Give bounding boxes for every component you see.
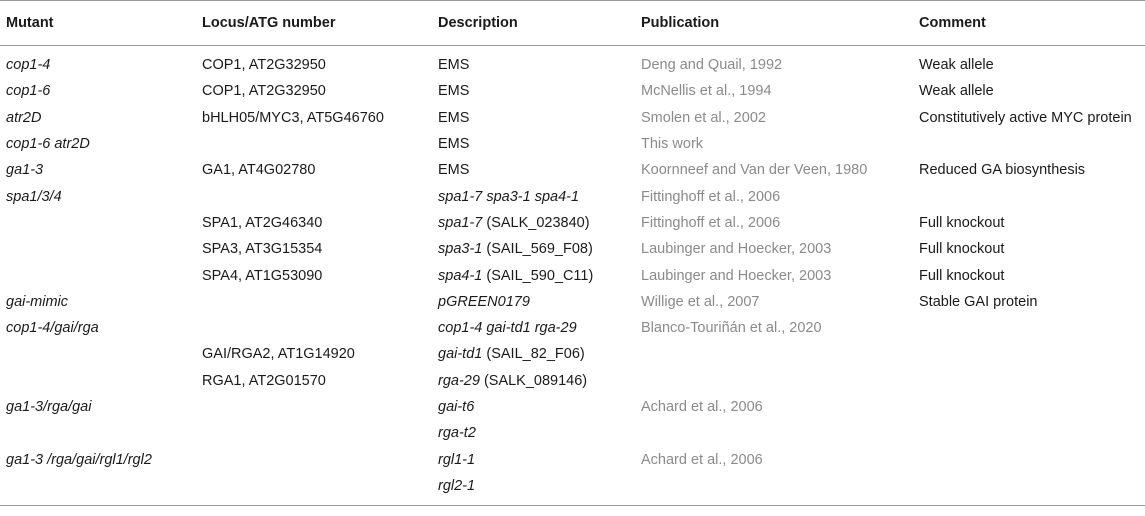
cell-mutant [0,473,196,506]
cell-comment [913,341,1145,367]
cell-comment: Reduced GA biosynthesis [919,162,1086,179]
table-row [0,105,1145,131]
description-italic: gai-td1 [438,346,483,363]
cell-publication: Laubinger and Hoecker, 2003 [641,267,832,284]
cell-publication: Fittinghoff et al., 2006 [641,188,781,205]
description-italic: cop1-4 gai-td1 rga-29 [438,320,577,337]
header-locus: Locus/ATG number [196,1,432,46]
table-row [0,262,1145,288]
cell-publication: Koornneef and Van der Veen, 1980 [641,162,868,179]
description-text: EMS [438,162,470,179]
cell-mutant: gai-mimic [6,293,69,310]
description-italic: spa1-7 [438,214,483,231]
table-body [0,46,1145,506]
cell-description [432,473,635,506]
cell-locus: SPA3, AT3G15354 [202,241,323,258]
cell-description [432,315,635,341]
table-row [0,289,1145,315]
cell-mutant: atr2D [6,109,42,126]
cell-description [432,157,635,183]
cell-description [432,131,635,157]
description-text: (SALK_023840) [482,214,590,231]
table-row [0,341,1145,367]
table-row [0,46,1145,79]
cell-mutant: cop1-4 [6,57,51,74]
cell-locus [196,289,432,315]
description-italic: rga-t2 [438,425,476,442]
description-italic: gai-t6 [438,399,475,415]
cell-description [432,78,635,104]
cell-publication: Laubinger and Hoecker, 2003 [641,241,832,258]
description-italic: spa4-1 [438,267,483,284]
table-row [0,368,1145,394]
cell-comment [913,315,1145,341]
cell-comment [913,368,1145,394]
cell-description [432,46,635,79]
cell-publication: Willige et al., 2007 [641,293,760,310]
cell-locus [196,446,432,472]
cell-publication: Smolen et al., 2002 [641,109,766,126]
table-row [0,78,1145,104]
description-italic: pGREEN0179 [438,293,530,310]
cell-comment: Full knockout [919,241,1005,258]
cell-comment [913,420,1145,446]
cell-mutant: ga1-3 [6,162,44,179]
cell-description [432,262,635,288]
cell-comment [913,131,1145,157]
cell-locus: bHLH05/MYC3, AT5G46760 [202,109,384,126]
cell-mutant [0,262,196,288]
description-text: EMS [438,136,470,153]
cell-publication: This work [641,136,704,153]
cell-locus: GAI/RGA2, AT1G14920 [202,346,355,363]
cell-locus [196,394,432,420]
description-italic: rgl1-1 [438,451,476,468]
cell-comment: Weak allele [919,57,994,74]
cell-comment [913,183,1145,209]
cell-locus: SPA4, AT1G53090 [202,267,323,284]
description-text: EMS [438,109,470,126]
table-row [0,131,1145,157]
description-text: (SAIL_569_F08) [482,241,593,258]
cell-publication [635,473,913,506]
cell-mutant [0,341,196,367]
description-text: (SAIL_590_C11) [482,267,594,284]
cell-mutant: cop1-4/gai/rga [6,320,99,337]
cell-locus [196,420,432,446]
cell-mutant: ga1-3/rga/gai [6,399,92,415]
table-row [0,183,1145,209]
cell-description [432,289,635,315]
description-italic: spa1-7 spa3-1 spa4-1 [438,188,580,205]
cell-publication: McNellis et al., 1994 [641,83,772,100]
table-row [0,394,1145,420]
cell-mutant [0,420,196,446]
table-row [0,446,1145,472]
cell-locus: RGA1, AT2G01570 [202,372,326,389]
cell-description [432,394,635,420]
cell-comment: Weak allele [919,83,994,100]
cell-description [432,210,635,236]
cell-mutant [0,236,196,262]
cell-mutant: cop1-6 [6,83,51,100]
description-italic: rga-29 [438,372,480,389]
cell-comment: Full knockout [919,214,1005,231]
header-comment: Comment [913,1,1145,46]
description-text: (SALK_089146) [479,372,588,389]
description-italic: rgl2-1 [438,477,476,494]
cell-publication: Fittinghoff et al., 2006 [641,214,781,231]
cell-comment [913,394,1145,420]
cell-description [432,446,635,472]
table-header-row [0,1,1145,46]
cell-comment [913,446,1145,472]
table-row [0,236,1145,262]
table-row [0,157,1145,183]
cell-comment [913,473,1145,506]
cell-description [432,420,635,446]
cell-mutant [0,210,196,236]
cell-publication: Achard et al., 2006 [641,451,763,468]
cell-description [432,368,635,394]
cell-publication [635,420,913,446]
cell-publication: Blanco-Touriñán et al., 2020 [641,320,822,337]
cell-description [432,236,635,262]
table-row [0,210,1145,236]
description-text: (SAIL_82_F06) [482,346,585,363]
cell-mutant: ga1-3 /rga/gai/rgl1/rgl2 [6,451,152,468]
cell-publication [635,341,913,367]
cell-mutant [0,368,196,394]
cell-publication [635,368,913,394]
cell-mutant: spa1/3/4 [6,188,62,205]
table-row [0,473,1145,506]
cell-publication: Achard et al., 2006 [641,399,763,415]
cell-locus: COP1, AT2G32950 [202,83,326,100]
cell-description [432,341,635,367]
cell-locus [196,131,432,157]
header-description: Description [432,1,635,46]
cell-comment: Constitutively active MYC protein [919,109,1132,126]
cell-description [432,105,635,131]
description-text: EMS [438,83,470,100]
cell-comment: Stable GAI protein [919,293,1038,310]
cell-locus: SPA1, AT2G46340 [202,214,323,231]
header-publication: Publication [635,1,913,46]
table-row [0,315,1145,341]
cell-mutant: cop1-6 atr2D [6,136,90,153]
cell-locus [196,473,432,506]
cell-locus: GA1, AT4G02780 [202,162,316,179]
description-italic: spa3-1 [438,241,483,258]
cell-comment: Full knockout [919,267,1005,284]
header-mutant: Mutant [0,1,196,46]
cell-locus [196,315,432,341]
cell-description [432,183,635,209]
cell-publication: Deng and Quail, 1992 [641,57,783,74]
description-text: EMS [438,57,470,74]
cell-locus [196,183,432,209]
table-row [0,420,1145,446]
cell-locus: COP1, AT2G32950 [202,57,326,74]
